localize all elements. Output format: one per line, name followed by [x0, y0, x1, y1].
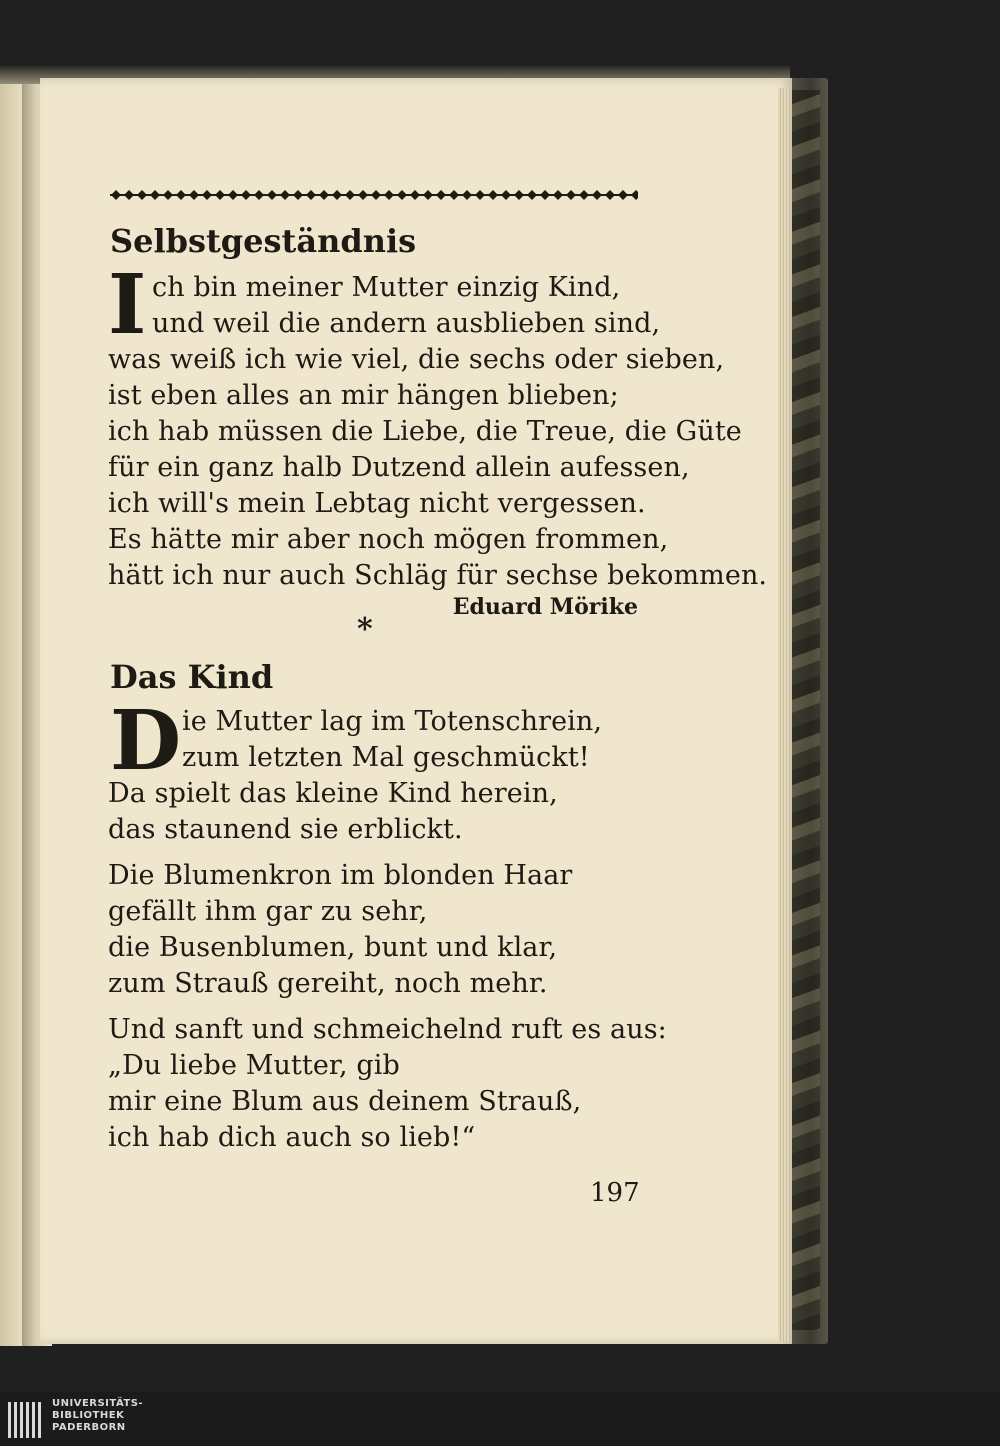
ornament-diamond	[163, 190, 173, 200]
ornament-diamond	[280, 190, 290, 200]
ornament-diamond	[267, 190, 277, 200]
ornament-diamond	[631, 190, 638, 200]
poem-line: das staunend sie erblickt.	[108, 814, 463, 845]
ornament-diamond	[111, 190, 121, 200]
marbled-cover-pattern	[790, 90, 820, 1330]
ornament-diamond	[176, 190, 186, 200]
library-name-line: UNIVERSITÄTS-	[52, 1398, 144, 1409]
ornament-diamond	[189, 190, 199, 200]
poem-line: mir eine Blum aus deinem Strauß,	[108, 1086, 582, 1117]
poem-line: ich hab dich auch so lieb!“	[108, 1122, 476, 1153]
poem-line: Es hätte mir aber noch mögen frommen,	[108, 524, 669, 555]
poem-line: „Du liebe Mutter, gib	[108, 1050, 400, 1081]
ornamental-rule	[110, 186, 638, 204]
library-name-line: BIBLIOTHEK	[52, 1410, 125, 1421]
poem-line: ie Mutter lag im Totenschrein,	[182, 706, 603, 737]
poem-line: ich will's mein Lebtag nicht vergessen.	[108, 488, 646, 519]
page-stack-edge	[778, 88, 790, 1342]
drop-cap-initial: D	[110, 693, 182, 789]
ornament-diamond	[228, 190, 238, 200]
ornament-diamond	[306, 190, 316, 200]
poem-line: die Busenblumen, bunt und klar,	[108, 932, 558, 963]
ornament-diamond	[527, 190, 537, 200]
ornament-diamond	[618, 190, 628, 200]
library-name-line: PADERBORN	[52, 1422, 126, 1433]
poem-line: zum letzten Mal geschmückt!	[182, 742, 590, 773]
poem-line: und weil die andern ausblieben sind,	[152, 308, 661, 339]
ornament-diamond	[202, 190, 212, 200]
ornament-diamond	[553, 190, 563, 200]
ornament-diamond	[241, 190, 251, 200]
ornament-diamond	[384, 190, 394, 200]
ornament-diamond	[488, 190, 498, 200]
poem-line: zum Strauß gereiht, noch mehr.	[108, 968, 548, 999]
poem-line: was weiß ich wie viel, die sechs oder sieben,	[108, 344, 725, 375]
ornament-diamond	[566, 190, 576, 200]
ornament-diamond	[514, 190, 524, 200]
ornament-diamond	[592, 190, 602, 200]
ornament-diamond	[215, 190, 225, 200]
drop-cap-initial: I	[108, 257, 147, 353]
ornament-diamond	[436, 190, 446, 200]
ornament-diamond	[397, 190, 407, 200]
poem-line: für ein ganz halb Dutzend allein aufessen,	[108, 452, 690, 483]
poem-line: ist eben alles an mir hängen blieben;	[108, 380, 619, 411]
section-separator: *	[357, 612, 373, 647]
poem-line: ch bin meiner Mutter einzig Kind,	[152, 272, 621, 303]
ornament-diamond	[345, 190, 355, 200]
ornament-diamond	[371, 190, 381, 200]
ornament-diamond	[150, 190, 160, 200]
ornament-diamond	[423, 190, 433, 200]
poem-line: Da spielt das kleine Kind herein,	[108, 778, 558, 809]
ornament-diamond	[462, 190, 472, 200]
poem-line: Die Blumenkron im blonden Haar	[108, 860, 573, 891]
ornament-diamond	[124, 190, 134, 200]
ornament-diamond	[605, 190, 615, 200]
ornament-diamond	[293, 190, 303, 200]
library-logo-icon	[6, 1398, 46, 1442]
poem-line: gefällt ihm gar zu sehr,	[108, 896, 428, 927]
poem-line: hätt ich nur auch Schläg für sechse bekommen.	[108, 560, 768, 591]
ornament-diamond	[475, 190, 485, 200]
scan-footer	[0, 1392, 1000, 1446]
poem-title: Selbstgeständnis	[110, 222, 417, 260]
poem-line: Und sanft und schmeichelnd ruft es aus:	[108, 1014, 667, 1045]
ornament-diamond	[358, 190, 368, 200]
ornament-diamond	[540, 190, 550, 200]
ornament-diamond	[410, 190, 420, 200]
poem-title: Das Kind	[110, 658, 274, 696]
ornament-diamond	[579, 190, 589, 200]
poem-line: ich hab müssen die Liebe, die Treue, die Güte	[108, 416, 742, 447]
ornament-diamond	[449, 190, 459, 200]
ornament-diamond	[319, 190, 329, 200]
poem-author: Eduard Mörike	[452, 594, 638, 620]
page-number: 197	[590, 1178, 640, 1208]
ornament-diamond	[137, 190, 147, 200]
ornament-diamond	[254, 190, 264, 200]
ornament-diamond	[332, 190, 342, 200]
ornament-diamond	[501, 190, 511, 200]
